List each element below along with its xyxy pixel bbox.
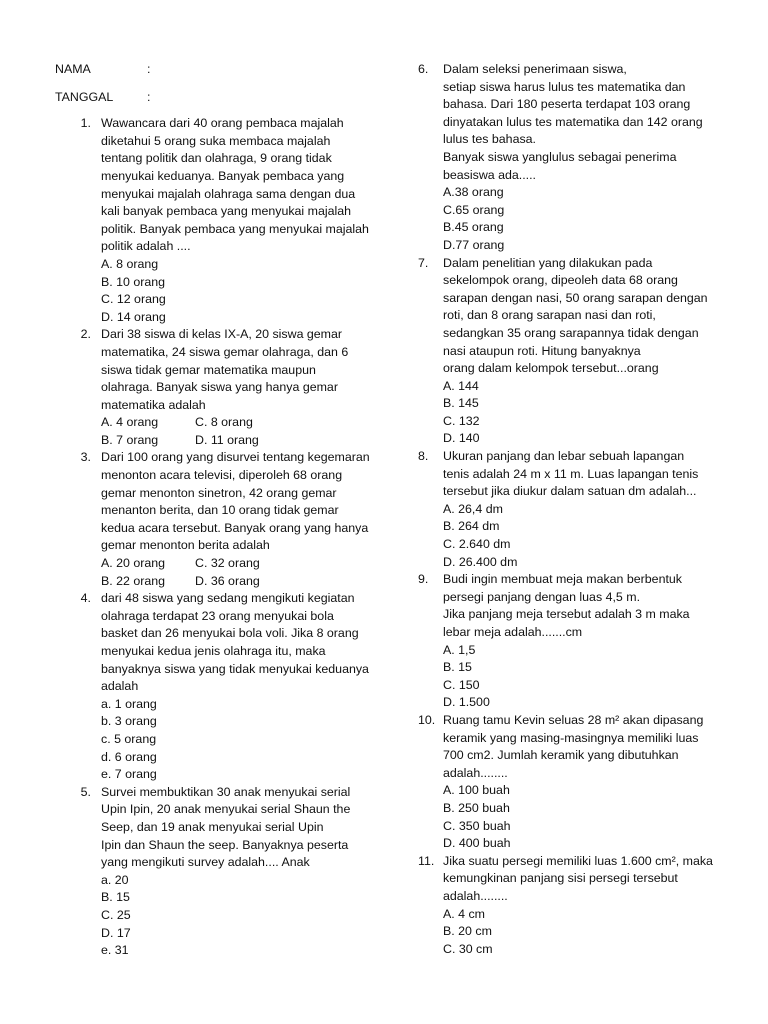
question-10 — [418, 712, 728, 853]
option-row — [101, 432, 395, 450]
option: A. 1,5 — [443, 642, 476, 657]
question-5 — [55, 784, 395, 960]
option: B. 15 — [443, 660, 472, 675]
date-colon: : — [147, 89, 151, 104]
option-row — [101, 414, 395, 432]
question-11 — [418, 853, 728, 959]
question-2 — [55, 326, 395, 449]
question-8 — [418, 448, 728, 571]
question-number: 2. — [80, 327, 91, 342]
option: B. 145 — [443, 396, 479, 411]
question-number: 3. — [80, 450, 91, 465]
question-stem: Ukuran panjang dan lebar sebuah lapangan tenis adalah 24 m x 11 m. Luas lapangan tenis tersebut jika diukur dalam satuan dm adalah... — [443, 449, 699, 499]
question-number: 4. — [80, 591, 91, 606]
option: d. 6 orang — [101, 749, 157, 764]
option: B. 20 cm — [443, 924, 492, 939]
option: A. 144 — [443, 378, 479, 393]
option-row — [101, 573, 395, 591]
name-field — [55, 61, 395, 79]
option: D. 1.500 — [443, 695, 490, 710]
option: C. 8 orang — [195, 415, 253, 430]
option: c. 5 orang — [101, 731, 157, 746]
question-4 — [55, 590, 395, 784]
option: e. 7 orang — [101, 767, 157, 782]
question-9 — [418, 571, 728, 712]
option: C. 2.640 dm — [443, 537, 511, 552]
option: A. 26,4 dm — [443, 501, 503, 516]
date-label: TANGGAL — [55, 89, 114, 104]
question-stem: Budi ingin membuat meja makan berbentuk persegi panjang dengan luas 4,5 m. Jika panjang meja tersebut adalah 3 m maka lebar meja adalah.......cm — [443, 572, 690, 639]
question-number: 9. — [418, 572, 429, 587]
option: B. 22 orang — [101, 573, 166, 588]
option: B. 7 orang — [101, 432, 159, 447]
question-stem: Dalam penelitian yang dilakukan pada sekelompok orang, dipeoleh data 68 orang sarapan dengan nasi, 50 orang sarapan dengan roti, dan 8 orang sarapan nasi dan roti, sedangkan 35 orang sarapannya tidak dengan nasi ataupun roti. Hitung banyaknya orang dalam kelompok tersebut...orang — [443, 255, 708, 376]
option: D. 400 buah — [443, 836, 511, 851]
option: B. 10 orang — [101, 274, 166, 289]
name-colon: : — [147, 62, 151, 76]
option: A. 20 orang — [101, 556, 166, 571]
option: e. 31 — [101, 943, 129, 958]
option: C. 25 — [101, 907, 131, 922]
option: B. 264 dm — [443, 519, 500, 534]
question-1 — [55, 115, 395, 326]
left-column — [55, 61, 395, 960]
option-row — [101, 555, 395, 573]
question-stem: dari 48 siswa yang sedang mengikuti kegiatan olahraga terdapat 23 orang menyukai bola basket dan 26 menyukai bola voli. Jika 8 orang menyukai kedua jenis olahraga itu, maka banyaknya siswa yang tidak menyukai keduanya adalah — [101, 591, 369, 694]
option: A. 4 cm — [443, 906, 485, 921]
option: D. 36 orang — [195, 573, 260, 588]
option: A. 4 orang — [101, 415, 159, 430]
option: A. 100 buah — [443, 783, 510, 798]
question-stem: Dari 38 siswa di kelas IX-A, 20 siswa gemar matematika, 24 siswa gemar olahraga, dan 6 siswa tidak gemar matematika maupun olahraga. Banyak siswa yang hanya gemar matematika adalah — [101, 327, 349, 412]
question-number: 11. — [418, 853, 435, 868]
question-7 — [418, 255, 728, 449]
question-stem: Survei membuktikan 30 anak menyukai serial Upin Ipin, 20 anak menyukai serial Shaun the Seep, dan 19 anak menyukai serial Upin Ipin dan Shaun the seep. Banyaknya peserta yang mengikuti survey adalah.... Anak — [101, 784, 351, 870]
question-stem: Dari 100 orang yang disurvei tentang kegemaran menonton acara televisi, diperoleh 68 orang gemar menonton sinetron, 42 orang gemar menanton berita, dan 10 orang tidak gemar kedua acara tersebut. Banyak orang yang hanya gemar menonton berita adalah — [101, 450, 370, 553]
option: B. 15 — [101, 890, 130, 905]
date-field — [55, 89, 395, 107]
question-number: 10. — [418, 712, 436, 727]
question-number: 8. — [418, 449, 429, 464]
name-label: NAMA — [55, 62, 91, 76]
option: C. 12 orang — [101, 292, 166, 307]
option: a. 1 orang — [101, 696, 157, 711]
option: C. 150 — [443, 677, 480, 692]
option: D. 17 — [101, 925, 131, 940]
option: B. 250 buah — [443, 800, 510, 815]
question-number: 7. — [418, 255, 429, 270]
option: B.45 orang — [443, 220, 504, 235]
question-6 — [418, 61, 728, 255]
question-stem: Jika suatu persegi memiliki luas 1.600 cm², maka kemungkinan panjang sisi persegi tersebut adalah........ — [443, 853, 713, 903]
option: D.77 orang — [443, 237, 505, 252]
question-stem: Ruang tamu Kevin seluas 28 m² akan dipasang keramik yang masing-masingnya memiliki luas 700 cm2. Jumlah keramik yang dibutuhkan adalah........ — [443, 712, 704, 780]
question-3 — [55, 449, 395, 590]
option: C.65 orang — [443, 202, 505, 217]
option: D. 14 orang — [101, 309, 166, 324]
option: a. 20 — [101, 872, 129, 887]
question-number: 1. — [80, 116, 91, 131]
option: C. 132 — [443, 413, 480, 428]
question-number: 5. — [80, 784, 91, 799]
option: A.38 orang — [443, 185, 504, 200]
option: b. 3 orang — [101, 714, 157, 729]
question-stem: Dalam seleksi penerimaan siswa, setiap siswa harus lulus tes matematika dan bahasa. Dari 180 peserta terdapat 103 orang dinyatakan lulus tes matematika dan 142 orang lulus tes bahasa. Banyak siswa yanglulus sebagai penerima beasiswa ada..... — [443, 62, 703, 182]
option: A. 8 orang — [101, 256, 159, 271]
question-stem: Wawancara dari 40 orang pembaca majalah diketahui 5 orang suka membaca majalah tentang politik dan olahraga, 9 orang tidak menyukai keduanya. Banyak pembaca yang menyukai majalah olahraga sama dengan dua kali banyak pembaca yang menyukai majalah politik. Banyak pembaca yang menyukai majalah politik adalah .... — [101, 116, 369, 254]
option: D. 26.400 dm — [443, 554, 518, 569]
option: D. 140 — [443, 431, 480, 446]
right-column — [418, 61, 728, 958]
question-number: 6. — [418, 62, 429, 76]
option: C. 32 orang — [195, 556, 260, 571]
option: D. 11 orang — [195, 432, 259, 447]
option: C. 30 cm — [443, 941, 493, 956]
option: C. 350 buah — [443, 818, 511, 833]
